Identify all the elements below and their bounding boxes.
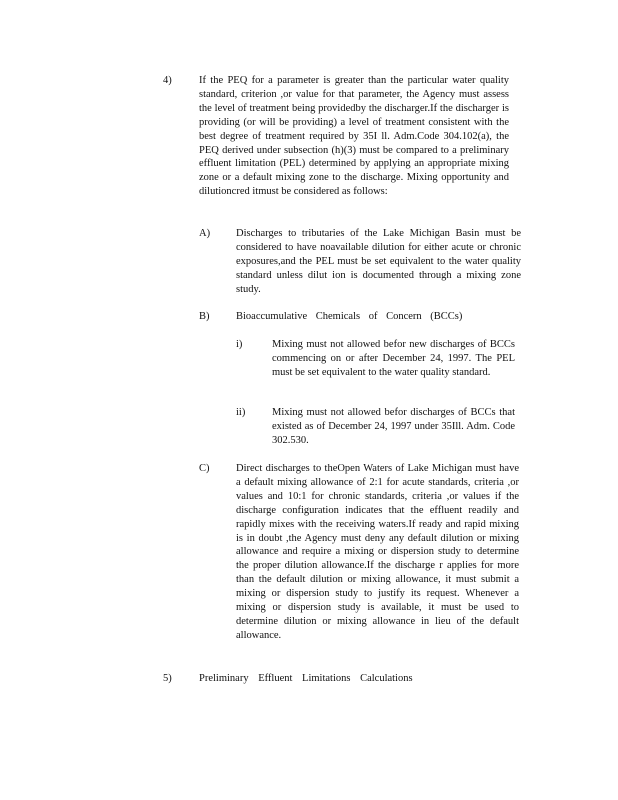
item-marker-a: A) — [199, 228, 211, 239]
item-marker-i: i) — [236, 339, 243, 350]
item-text-a: Discharges to tributaries of the Lake Michigan Basin must be considered to have noavailable dilution for either acute or chronic exposures,and the PEL must be set equivalent to the water quality standard unless dilut ion is documented through a mixing zone study. — [236, 228, 521, 295]
item-marker-b: B) — [199, 311, 210, 322]
item-marker-c: C) — [199, 463, 210, 474]
item-marker-4: 4) — [163, 75, 172, 86]
item-text-c: Direct discharges to theOpen Waters of Lake Michigan must have a default mixing allowance of 2:1 for acute standards, criteria ,or values and 10:1 for chronic standards, criteria ,or values if the discharge configuration indicates that the effluent readily and rapidly mixes with the receiving waters.If ready and rapid mixing is in doubt ,the Agency must deny any default dilution or mixing allowance and require a mixing or dispersion study to determine the proper dilution allowance.If the discharge r applies for more than the default dilution or mixing allowance, it must submit a mixing or dispersion study to justify its request. Whenever a mixing or dispersion study is available, it must be used to determine dilution or mixing allowance in lieu of the default allowance. — [236, 463, 519, 641]
item-marker-5: 5) — [163, 673, 172, 684]
item-text-i: Mixing must not allowed befor new discharges of BCCs commencing on or after December 24, 1997. The PEL must be set equivalent to the water quality standard. — [272, 339, 515, 378]
item-text-b: Bioaccumulative Chemicals of Concern (BCCs) — [236, 311, 463, 322]
item-text-5: Preliminary Effluent Limitations Calculations — [199, 673, 413, 684]
item-marker-ii: ii) — [236, 407, 246, 418]
item-text-4: If the PEQ for a parameter is greater than the particular water quality standard, criterion ,or value for that parameter, the Agency must assess the level of treatment being providedby the discharger.If the discharger is providing (or will be providing) a level of treatment consistent with the best degree of treatment required by 35I ll. Adm.Code 304.102(a), the PEQ derived under subsection (h)(3) must be compared to a preliminary effluent limitation (PEL) determined by applying an appropriate mixing zone or a default mixing zone to the discharge. Mixing opportunity and dilutioncred itmust be considered as follows: — [199, 75, 509, 198]
item-text-ii: Mixing must not allowed befor discharges of BCCs that existed as of December 24, 1997 under 35Ill. Adm. Code 302.530. — [272, 407, 515, 446]
